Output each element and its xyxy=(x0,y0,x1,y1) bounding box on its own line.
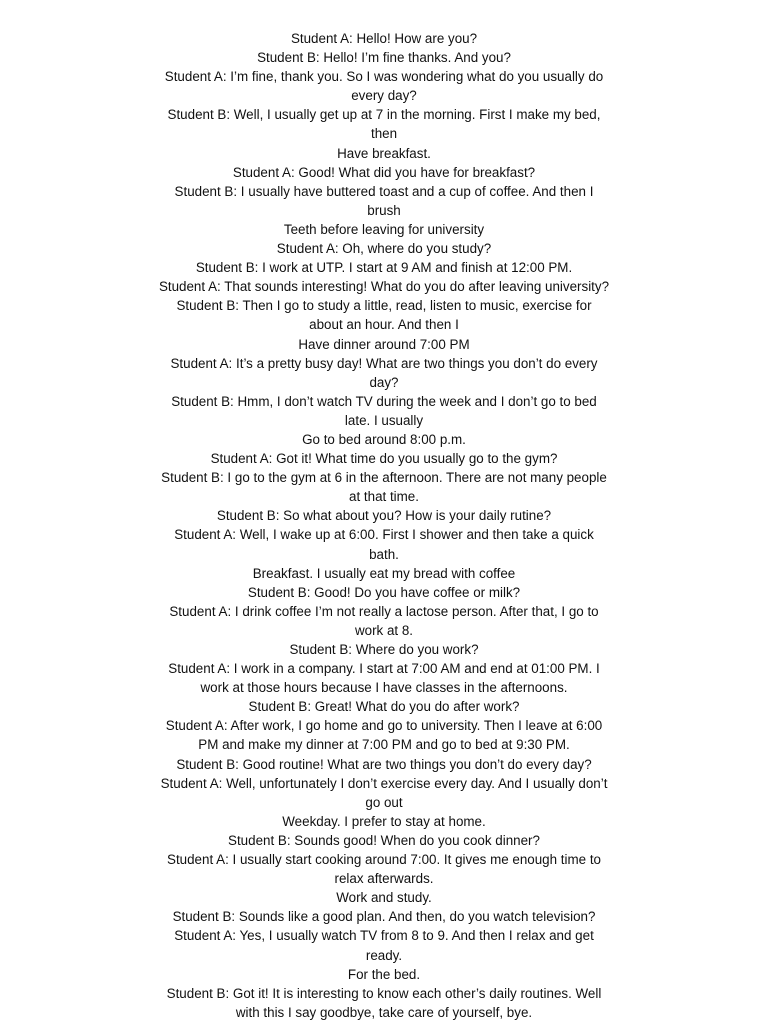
dialogue-line: at that time. xyxy=(349,489,419,505)
dialogue-line: brush xyxy=(367,202,401,218)
dialogue-line: Have dinner around 7:00 PM xyxy=(298,336,470,352)
dialogue-line: relax afterwards. xyxy=(334,871,434,887)
dialogue-line: Student A: It’s a pretty busy day! What are two things you don’t do every xyxy=(170,355,598,371)
dialogue-line: Student B: I work at UTP. I start at 9 AM and finish at 12:00 PM. xyxy=(195,260,573,276)
dialogue-line: Breakfast. I usually eat my bread with coffee xyxy=(252,565,516,581)
dialogue-line: Student B: Sounds like a good plan. And then, do you watch television? xyxy=(172,909,596,925)
dialogue-line: Student B: Hello! I’m fine thanks. And you? xyxy=(257,50,511,66)
dialogue-document xyxy=(0,29,768,1022)
dialogue-line: Student A: I work in a company. I start at 7:00 AM and end at 01:00 PM. I xyxy=(168,661,600,677)
dialogue-line: Student B: Well, I usually get up at 7 in the morning. First I make my bed, xyxy=(167,107,601,123)
dialogue-line: Go to bed around 8:00 p.m. xyxy=(302,431,466,447)
dialogue-line: Student A: Well, unfortunately I don’t exercise every day. And I usually don’t xyxy=(160,775,608,791)
dialogue-line: Student B: Then I go to study a little, read, listen to music, exercise for xyxy=(176,298,592,314)
dialogue-line: Student B: Good! Do you have coffee or milk? xyxy=(247,584,521,600)
dialogue-line: PM and make my dinner at 7:00 PM and go to bed at 9:30 PM. xyxy=(198,737,570,753)
dialogue-line: Student A: Hello! How are you? xyxy=(290,31,478,46)
dialogue-line: late. I usually xyxy=(344,412,424,428)
dialogue-line: Student A: After work, I go home and go to university. Then I leave at 6:00 xyxy=(165,718,603,734)
dialogue-line: bath. xyxy=(369,546,399,562)
dialogue-line: every day? xyxy=(351,88,417,104)
dialogue-line: work at 8. xyxy=(354,622,414,638)
dialogue-line: Work and study. xyxy=(336,890,432,906)
dialogue-line: Student A: Yes, I usually watch TV from 8 to 9. And then I relax and get xyxy=(174,928,594,944)
dialogue-line: Student A: Good! What did you have for breakfast? xyxy=(232,164,536,180)
dialogue-line: Weekday. I prefer to stay at home. xyxy=(282,813,486,829)
dialogue-line: Student A: Well, I wake up at 6:00. First I shower and then take a quick xyxy=(174,527,594,543)
dialogue-line: Student B: Got it! It is interesting to know each other’s daily routines. Well xyxy=(166,985,602,1001)
dialogue-line: day? xyxy=(369,374,399,390)
dialogue-line: Student B: Where do you work? xyxy=(289,642,479,657)
dialogue-line: Student A: That sounds interesting! What do you do after leaving university? xyxy=(158,279,610,295)
dialogue-line: Student B: I go to the gym at 6 in the afternoon. There are not many people xyxy=(161,470,607,486)
dialogue-line: Student B: Great! What do you do after work? xyxy=(248,699,520,715)
dialogue-line: with this I say goodbye, take care of yourself, bye. xyxy=(235,1004,533,1020)
dialogue-line: go out xyxy=(365,794,403,810)
dialogue-line: Teeth before leaving for university xyxy=(283,221,485,237)
dialogue-line: Student A: I drink coffee I’m not really a lactose person. After that, I go to xyxy=(169,603,599,619)
dialogue-line: Student B: So what about you? How is your daily rutine? xyxy=(216,508,552,524)
dialogue-line: Student B: Hmm, I don’t watch TV during the week and I don’t go to bed xyxy=(171,393,597,409)
dialogue-line: Student A: I usually start cooking around 7:00. It gives me enough time to xyxy=(167,852,601,868)
dialogue-line: Have breakfast. xyxy=(337,145,431,161)
dialogue-line: Student A: Oh, where do you study? xyxy=(276,241,492,257)
dialogue-line: Student B: I usually have buttered toast and a cup of coffee. And then I xyxy=(174,183,594,199)
dialogue-line: Student B: Sounds good! When do you cook dinner? xyxy=(228,832,540,848)
dialogue-line: Student B: Good routine! What are two things you don’t do every day? xyxy=(176,756,592,772)
dialogue-line: about an hour. And then I xyxy=(309,317,459,333)
dialogue-line: For the bed. xyxy=(347,966,421,982)
dialogue-line: ready. xyxy=(365,947,403,963)
dialogue-line: Student A: Got it! What time do you usually go to the gym? xyxy=(210,451,558,467)
dialogue-line: Student A: I’m fine, thank you. So I was wondering what do you usually do xyxy=(164,69,604,85)
dialogue-line: work at those hours because I have classes in the afternoons. xyxy=(200,680,568,696)
dialogue-line: then xyxy=(370,126,398,142)
